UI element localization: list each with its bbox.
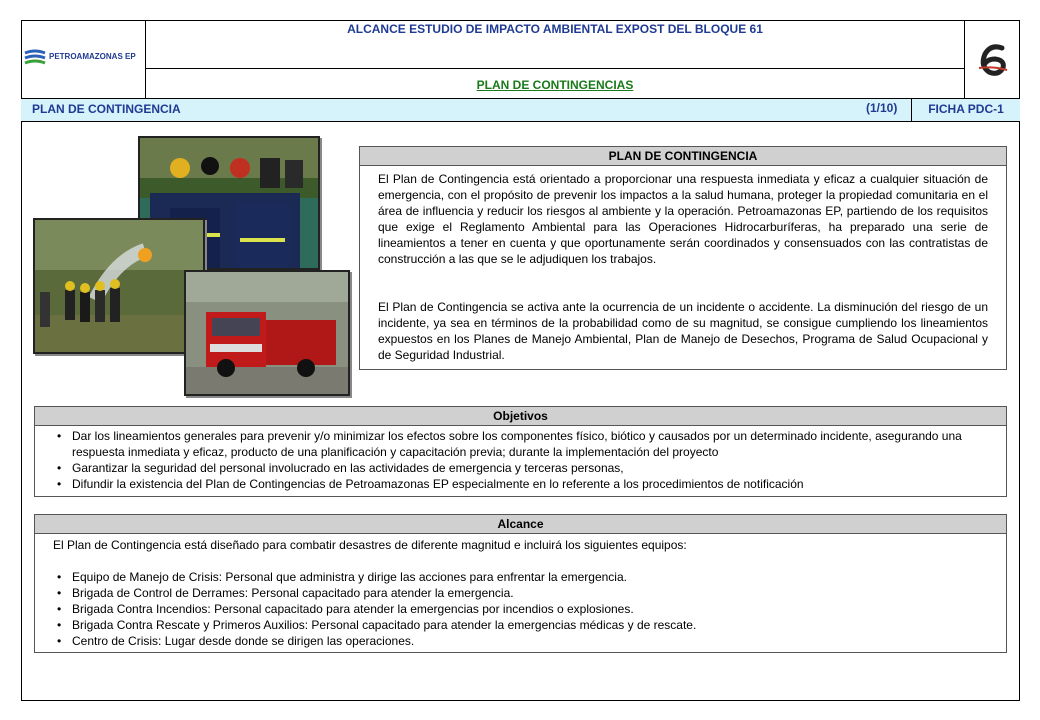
list-item: • Garantizar la seguridad del personal involucrado en las actividades de emergencia y terceras personas, [53, 460, 993, 476]
fire-truck-photo [184, 270, 350, 396]
list-item: • Dar los lineamientos generales para prevenir y/o minimizar los efectos sobre los componentes físico, biótico y causados por un determinado incidente, asegurando una respuesta inmediata y eficaz, producto de una planificación y capacitación previa; durante la implementación del proyecto [53, 428, 993, 460]
firefighters-photo-art [35, 220, 203, 352]
firefighters-photo [33, 218, 205, 354]
plan-heading: PLAN DE CONTINGENCIA [360, 147, 1006, 166]
list-item: • Difundir la existencia del Plan de Contingencias de Petroamazonas EP especialmente en lo referente a los procedimientos de notificación [53, 476, 993, 492]
list-item: • Brigada Contra Rescate y Primeros Auxilios: Personal capacitado para atender la emergencias médicas y de rescate. [53, 617, 993, 633]
document-title: ALCANCE ESTUDIO DE IMPACTO AMBIENTAL EXPOST DEL BLOQUE 61 [146, 20, 964, 69]
list-item: • Centro de Crisis: Lugar desde donde se dirigen las operaciones. [53, 633, 993, 649]
list-item: • Brigada Contra Incendios: Personal capacitado para atender la emergencias por incendios o explosiones. [53, 601, 993, 617]
header-right-cell [964, 20, 1020, 98]
section-subtitle [146, 69, 964, 98]
objetivos-heading: Objetivos [35, 407, 1006, 426]
objetivos-list [53, 428, 993, 492]
plan-box [359, 146, 1007, 370]
page-indicator: (1/10) [866, 101, 898, 115]
alcance-intro: El Plan de Contingencia está diseñado para combatir desastres de diferente magnitud e incluirá los siguientes equipos: [53, 538, 687, 552]
list-item: • Equipo de Manejo de Crisis: Personal que administra y dirige las acciones para enfrentar la emergencia. [53, 569, 993, 585]
objetivos-box [34, 406, 1007, 497]
bar-title: PLAN DE CONTINGENCIA [32, 102, 181, 116]
header-logo-cell [21, 20, 146, 98]
alcance-heading: Alcance [35, 515, 1006, 534]
list-item: • Brigada de Control de Derrames: Personal capacitado para atender la emergencia. [53, 585, 993, 601]
section-subtitle-text: PLAN DE CONTINGENCIAS [476, 78, 634, 92]
alcance-box [34, 514, 1007, 653]
plan-paragraph-2: El Plan de Contingencia se activa ante la ocurrencia de un incidente o accidente. La disminución del riesgo de un incidente, ya sea en términos de la probabilidad como de su magnitud, se consigue cumpliendo los lineamientos expuestos en los Planes de Manejo Ambiental, Plan de Manejo de Desechos, Programa de Salud Ocupacional y de Seguridad Industrial. [378, 300, 988, 362]
plan-paragraph-1: El Plan de Contingencia está orientado a proporcionar una respuesta inmediata y eficaz a cualquier situación de emergencia, con el propósito de prevenir los impactos a la salud humana, proteger la propiedad comunitaria en el área de influencia y reducir los riesgos al ambiente y la operación. Petroamazonas EP, partiendo de los requisitos que exige el Reglamento Ambiental para las Operaciones Hidrocarburíferas, ha preparado una serie de lineamientos a tener en cuenta y que oportunamente serán coordinados y consensuados con las contratistas de construcción a las que se le adjudiquen los trabajos. [378, 172, 988, 266]
alcance-list [53, 569, 993, 649]
number-six-logo [965, 20, 1021, 98]
ficha-code: FICHA PDC-1 [911, 98, 1020, 122]
logo-text: PETROAMAZONAS EP [49, 52, 136, 61]
fire-truck-photo-art [186, 272, 348, 394]
